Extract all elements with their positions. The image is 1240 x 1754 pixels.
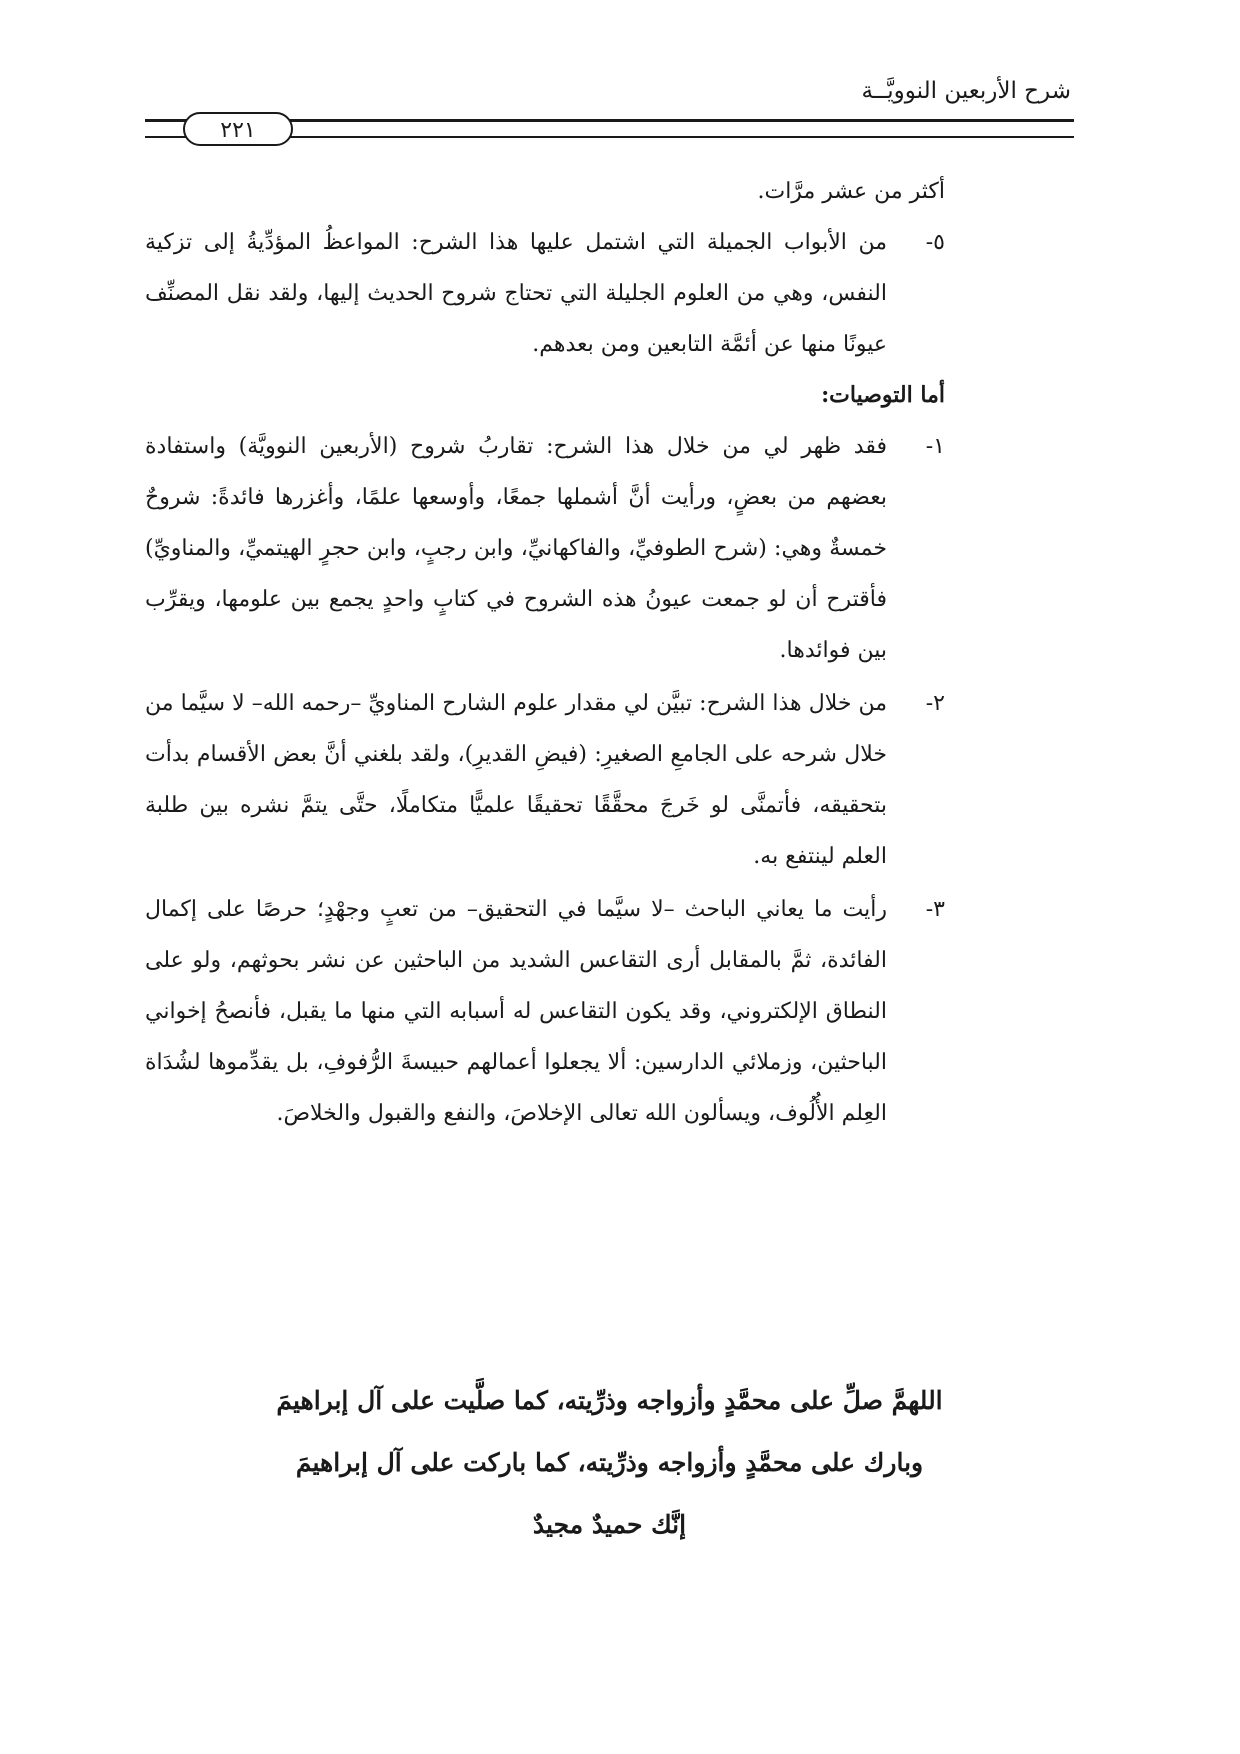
recommendation-item-3 bbox=[145, 884, 945, 1139]
running-title: شرح الأربعين النوويَّــة bbox=[861, 78, 1071, 104]
recommendation-number: ١- bbox=[925, 434, 945, 459]
recommendation-number: ٣- bbox=[925, 897, 945, 922]
recommendation-item-1 bbox=[145, 421, 945, 676]
point-5 bbox=[145, 217, 945, 370]
recommendation-text: من خلال هذا الشرح: تبيَّن لي مقدار علوم الشارح المناويِّ –رحمه الله– لا سيَّما من خلال شرحه على الجامعِ الصغيرِ: (فيضِ القديرِ)، ولقد بلغني أنَّ بعض الأقسام بدأت بتحقيقه، فأتمنَّى لو خَرجَ محقَّقًا تحقيقًا علميًّا متكاملًا، حتَّى يتمَّ نشره بين طلبة العلم لينتفع به. bbox=[145, 691, 887, 869]
closing-prayer bbox=[145, 1370, 1074, 1556]
point-text: من الأبواب الجميلة التي اشتمل عليها هذا الشرح: المواعظُ المؤدِّيةُ إلى تزكية النفس، وهي من العلوم الجليلة التي تحتاج شروح الحديث إليها، ولقد نقل المصنِّف عيونًا منها عن أئمَّة التابعين ومن بعدهم. bbox=[145, 230, 887, 357]
closing-line-1: اللهمَّ صلِّ على محمَّدٍ وأزواجه وذرِّيته، كما صلَّيت على آل إبراهيمَ bbox=[276, 1386, 943, 1415]
recommendation-text: فقد ظهر لي من خلال هذا الشرح: تقاربُ شروح (الأربعين النوويَّة) واستفادة بعضهم من بعضٍ، ورأيت أنَّ أشملها جمعًا، وأوسعها علمًا، وأغزرها فائدةً: شروحٌ خمسةٌ وهي: (شرح الطوفيِّ، والفاكهانيِّ، وابن رجبٍ، وابن حجرٍ الهيتميِّ، والمناويِّ) فأقترح أن لو جمعت عيونُ هذه الشروح في كتابٍ واحدٍ يجمع بين علومها، ويقرِّب بين فوائدها. bbox=[145, 434, 887, 663]
continuation-line: أكثر من عشر مرَّات. bbox=[757, 179, 945, 204]
page-number-badge: ٢٢١ bbox=[183, 112, 293, 146]
point-number: ٥- bbox=[925, 230, 945, 255]
closing-line-2: وبارك على محمَّدٍ وأزواجه وذرِّيته، كما باركت على آل إبراهيمَ bbox=[295, 1448, 924, 1477]
recommendation-item-2 bbox=[145, 678, 945, 882]
recommendation-text: رأيت ما يعاني الباحث –لا سيَّما في التحقيق– من تعبٍ وجهْدٍ؛ حرصًا على إكمال الفائدة، ثمَّ بالمقابل أرى التقاعس الشديد من الباحثين عن نشر بحوثهم، ولو على النطاق الإلكتروني، وقد يكون التقاعس له أسبابه التي منها ما يقبل، فأنصحُ إخواني الباحثين، وزملائي الدارسين: ألا يجعلوا أعمالهم حبيسةَ الرُّفوفِ، بل يقدِّموها لشُدَاة العِلم الأُلُوف، ويسألون الله تعالى الإخلاصَ، والنفع والقبول والخلاصَ. bbox=[145, 897, 887, 1126]
page-body bbox=[145, 166, 945, 1139]
closing-line-3: إنَّك حميدٌ مجيدٌ bbox=[532, 1510, 687, 1539]
recommendations-heading: أما التوصيات: bbox=[821, 382, 945, 408]
recommendation-number: ٢- bbox=[925, 691, 945, 716]
